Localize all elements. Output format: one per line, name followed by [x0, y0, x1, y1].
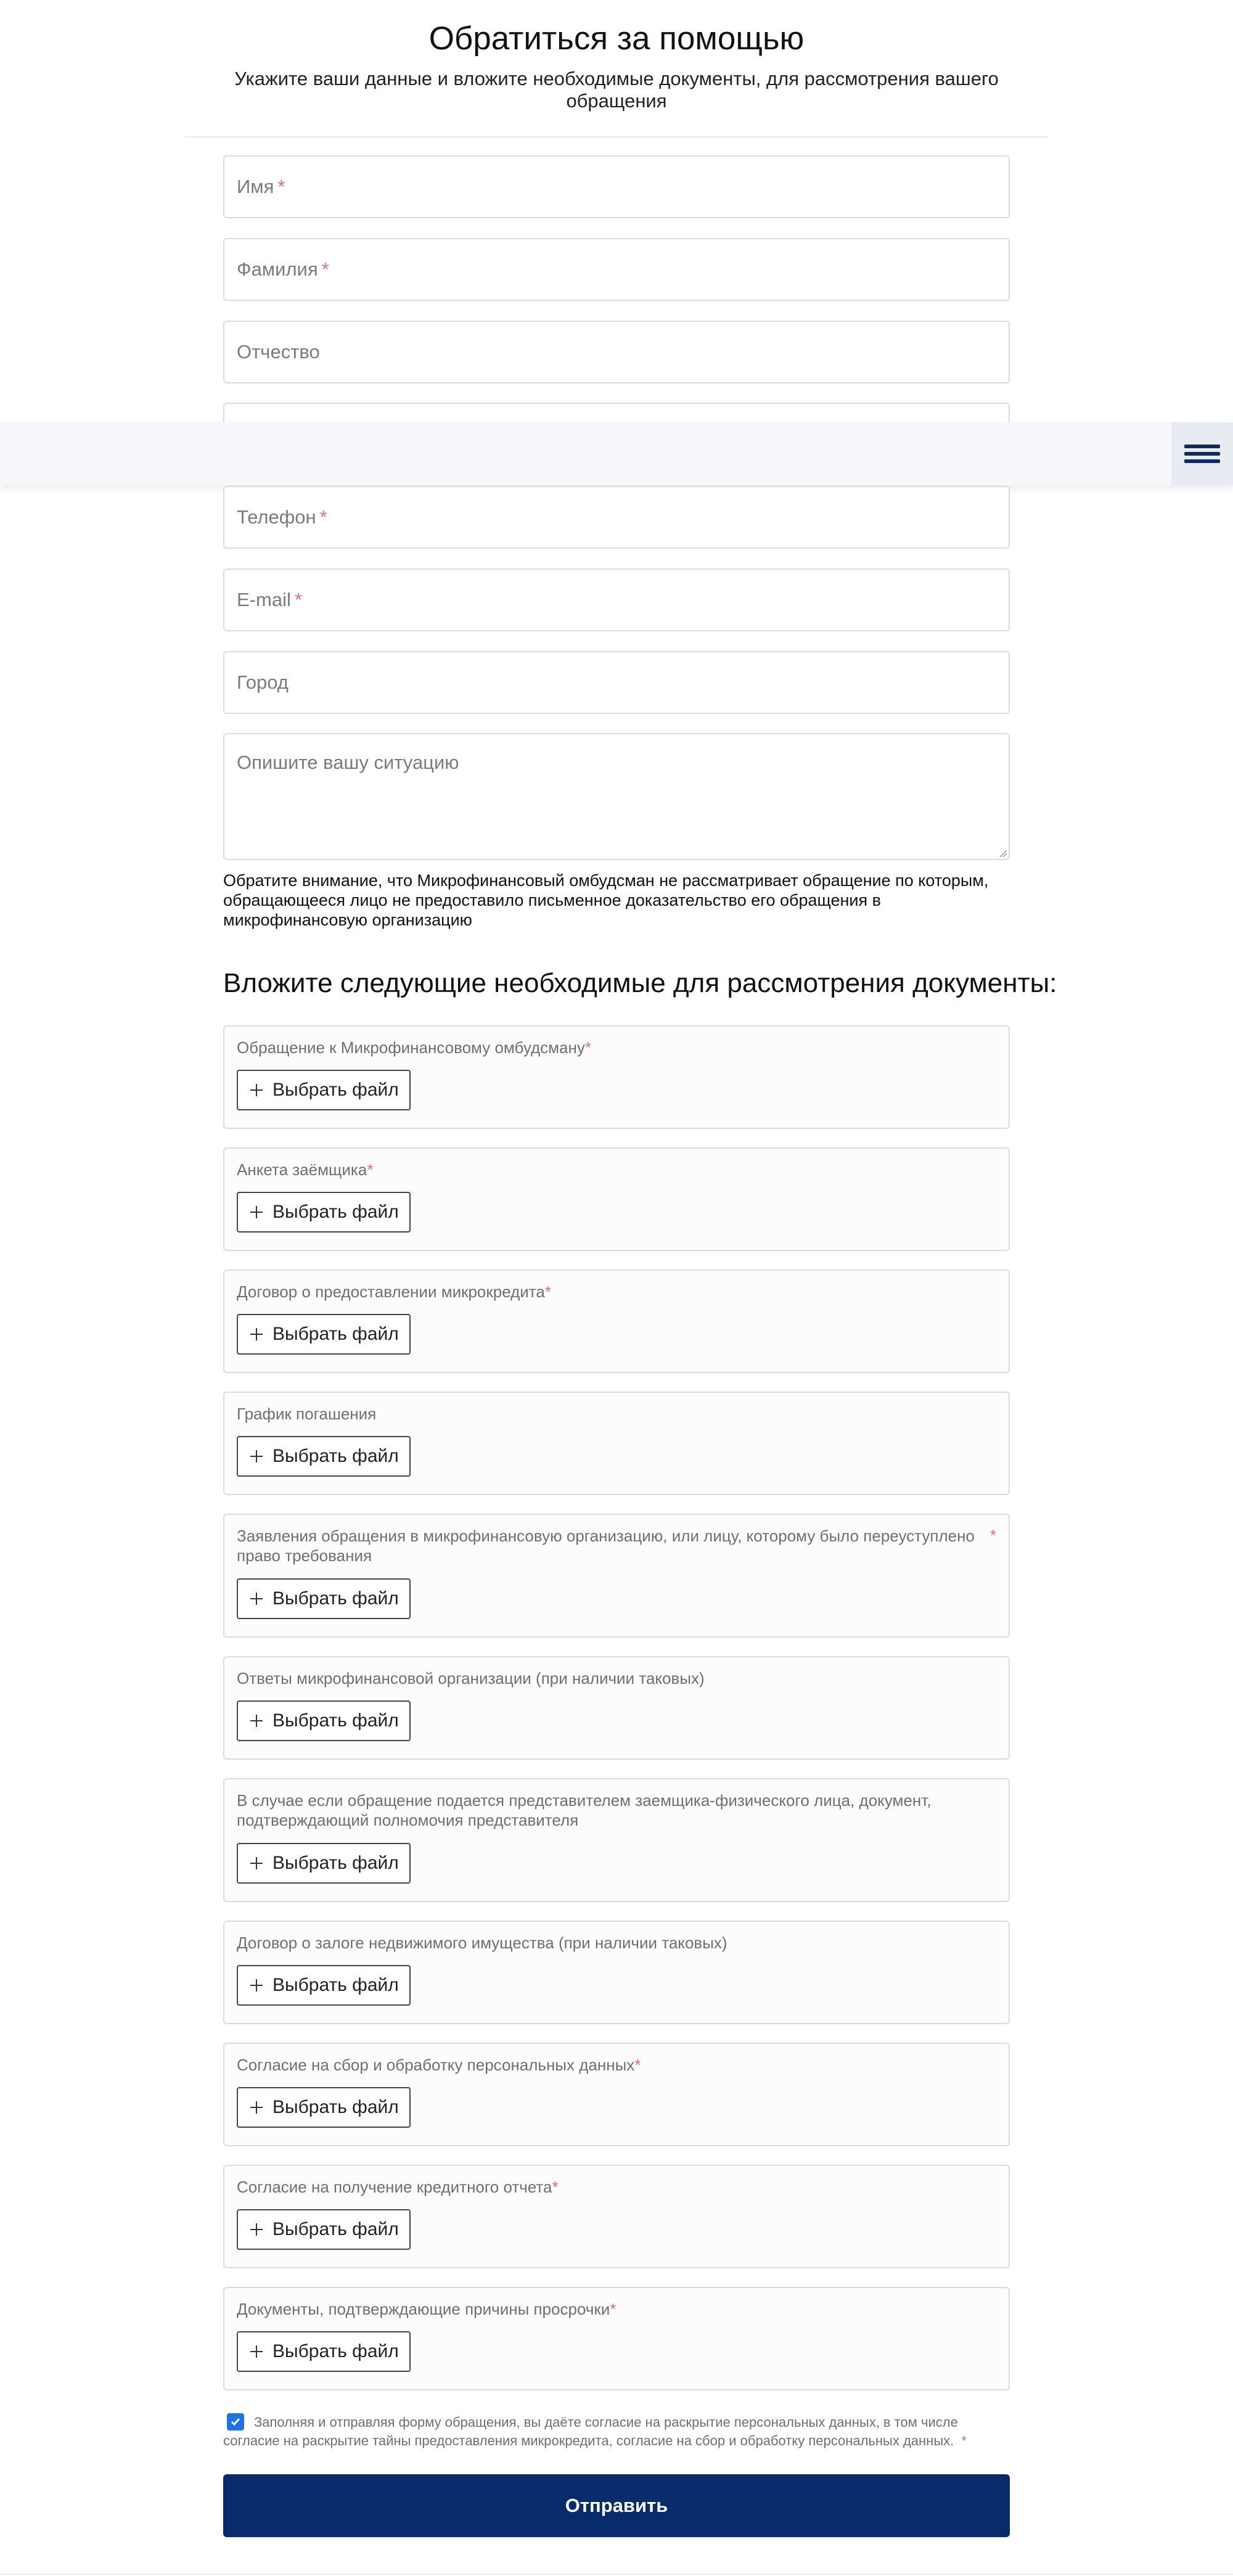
hamburger-menu-icon: [1184, 441, 1220, 467]
plus-icon: [249, 1591, 264, 1606]
document-label-text: Заявления обращения в микрофинансовую организацию, или лицу, которому было переуступлено право требования: [237, 1527, 975, 1565]
required-mark: *: [319, 506, 327, 528]
situation-placeholder: Опишите вашу ситуацию: [237, 752, 459, 773]
plus-icon: [249, 2222, 264, 2237]
document-upload-card: [223, 1514, 1010, 1638]
choose-file-label: Выбрать файл: [272, 1446, 399, 1466]
first-name-field[interactable]: [223, 155, 1010, 218]
plus-icon: [249, 1327, 264, 1342]
document-upload-card: [223, 2043, 1010, 2146]
document-label-text: Согласие на получение кредитного отчета: [237, 2178, 552, 2196]
document-label-text: В случае если обращение подается представителем заемщика-физического лица, документ, подтверждающий полномочия представителя: [237, 1791, 932, 1829]
document-label: [237, 2177, 984, 2197]
choose-file-button[interactable]: [237, 1965, 411, 2006]
plus-icon: [249, 1856, 264, 1871]
phone-placeholder: Телефон: [237, 506, 316, 528]
document-label-text: Обращение к Микрофинансовому омбудсману: [237, 1038, 585, 1057]
consent-text: [223, 2413, 1012, 2450]
plus-icon: [249, 1449, 264, 1464]
choose-file-label: Выбрать файл: [272, 1853, 399, 1873]
choose-file-button[interactable]: [237, 1578, 411, 1619]
document-label-text: Согласие на сбор и обработку персональных данных: [237, 2056, 635, 2074]
document-upload-card: [223, 1147, 1010, 1251]
choose-file-button[interactable]: [237, 1070, 411, 1110]
document-label: [237, 1160, 984, 1179]
required-mark: *: [294, 589, 302, 610]
choose-file-label: Выбрать файл: [272, 1975, 399, 1995]
document-label-text: Договор о предоставлении микрокредита: [237, 1282, 545, 1301]
document-label: [237, 2299, 984, 2319]
notice-text: Обратите внимание, что Микрофинансовый омбудсман не рассматривает обращение по которым, обращающееся лицо не предоставило письменное доказательство его обращения в микрофинансовую организацию: [223, 871, 989, 929]
document-upload-card: [223, 2165, 1010, 2268]
footer-divider: [0, 2574, 1233, 2575]
document-label-text: Документы, подтверждающие причины просрочки: [237, 2300, 610, 2318]
plus-icon: [249, 2344, 264, 2359]
choose-file-label: Выбрать файл: [272, 1324, 399, 1344]
required-mark: *: [961, 2433, 967, 2448]
document-label-text: Ответы микрофинансовой организации (при наличии таковых): [237, 1669, 705, 1688]
document-label: [237, 1038, 984, 1057]
last-name-placeholder: Фамилия: [237, 258, 318, 280]
document-upload-card: [223, 1025, 1010, 1129]
page-title: Обратиться за помощью: [428, 20, 805, 57]
required-mark: *: [367, 1160, 374, 1179]
resize-grip-icon[interactable]: [999, 849, 1007, 858]
document-label: [237, 2055, 984, 2075]
document-label: [237, 1790, 984, 1830]
choose-file-label: Выбрать файл: [272, 2341, 399, 2361]
required-mark: *: [989, 1526, 996, 1544]
patronymic-field[interactable]: [223, 321, 1010, 384]
consent-label: Заполняя и отправляя форму обращения, вы даёте согласие на раскрытие персональных данных, в том числе согласие на раскрытие тайны предоставления микрокредита, согласие на сбор и обработку персональных данных.: [223, 2414, 958, 2448]
required-mark: *: [552, 2178, 559, 2196]
choose-file-button[interactable]: [237, 1192, 411, 1233]
plus-icon: [249, 1205, 264, 1220]
menu-button[interactable]: [1171, 422, 1233, 485]
choose-file-button[interactable]: [237, 1700, 411, 1741]
email-field[interactable]: [223, 568, 1010, 631]
required-mark: *: [610, 2300, 616, 2318]
document-label: [237, 1526, 984, 1565]
choose-file-label: Выбрать файл: [272, 1588, 399, 1609]
document-upload-card: [223, 1778, 1010, 1902]
situation-textarea[interactable]: [223, 733, 1010, 860]
last-name-field[interactable]: [223, 238, 1010, 301]
choose-file-button[interactable]: [237, 1843, 411, 1884]
patronymic-placeholder: Отчество: [237, 341, 320, 363]
plus-icon: [249, 1083, 264, 1097]
document-upload-card: [223, 1656, 1010, 1760]
choose-file-label: Выбрать файл: [272, 1202, 399, 1222]
required-mark: *: [277, 176, 285, 197]
choose-file-button[interactable]: [237, 2331, 411, 2372]
choose-file-button[interactable]: [237, 2087, 411, 2128]
phone-field[interactable]: [223, 486, 1010, 549]
header-divider: [185, 136, 1048, 137]
document-label-text: График погашения: [237, 1405, 377, 1423]
required-mark: *: [321, 258, 329, 280]
documents-heading: Вложите следующие необходимые для рассмотрения документы:: [223, 968, 1057, 998]
page-subtitle: Укажите ваши данные и вложите необходимые документы, для рассмотрения вашего обращения: [234, 68, 999, 112]
choose-file-label: Выбрать файл: [272, 1080, 399, 1100]
choose-file-button[interactable]: [237, 1314, 411, 1355]
required-mark: *: [634, 2056, 641, 2074]
document-label: [237, 1404, 984, 1424]
document-upload-card: [223, 1270, 1010, 1373]
document-upload-card: [223, 1392, 1010, 1495]
choose-file-button[interactable]: [237, 1436, 411, 1477]
choose-file-button[interactable]: [237, 2209, 411, 2250]
required-mark: *: [584, 1038, 591, 1057]
document-upload-card: [223, 1921, 1010, 2024]
choose-file-label: Выбрать файл: [272, 1710, 399, 1731]
choose-file-label: Выбрать файл: [272, 2219, 399, 2239]
city-placeholder: Город: [237, 671, 289, 693]
document-label: [237, 1933, 984, 1953]
plus-icon: [249, 1713, 264, 1728]
document-upload-card: [223, 2287, 1010, 2390]
plus-icon: [249, 1978, 264, 1993]
required-mark: *: [544, 1282, 552, 1301]
city-field[interactable]: [223, 651, 1010, 714]
choose-file-label: Выбрать файл: [272, 2097, 399, 2117]
submit-button[interactable]: Отправить: [223, 2474, 1010, 2537]
document-label-text: Договор о залоге недвижимого имущества (при наличии таковых): [237, 1934, 727, 1952]
email-placeholder: E-mail: [237, 589, 291, 610]
first-name-placeholder: Имя: [237, 176, 274, 197]
document-label-text: Анкета заёмщика: [237, 1160, 367, 1179]
sticky-header-bar: [0, 422, 1233, 485]
document-label: [237, 1282, 984, 1302]
plus-icon: [249, 2100, 264, 2115]
document-label: [237, 1668, 984, 1688]
